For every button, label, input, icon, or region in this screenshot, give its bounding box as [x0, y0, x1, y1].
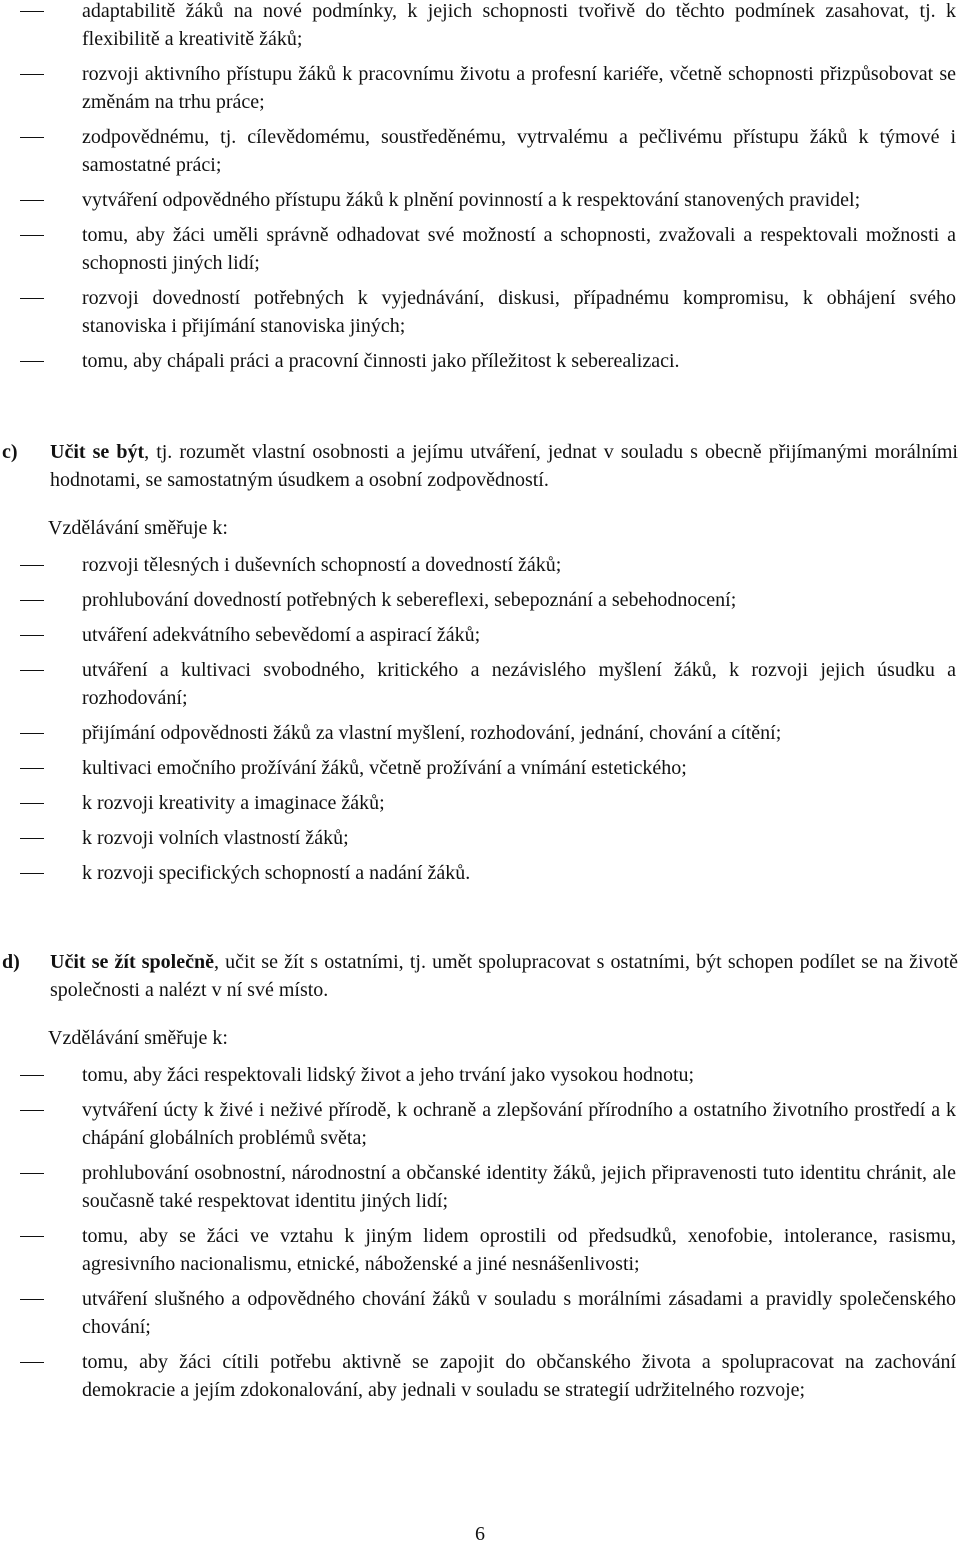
- bullet-list-section-d: [0, 1061, 958, 1411]
- list-item: prohlubování osobnostní, národnostní a občanské identity žáků, jejich připravenosti tuto identitu chránit, ale současně také respektovat identitu jiných lidí;: [0, 1159, 958, 1215]
- section-c-heading: [0, 438, 958, 494]
- section-description-text: , tj. rozumět vlastní osobnosti a jejímu utváření, jednat v souladu s obecně přijímanými morálními hodnotami, se samostatným úsudkem a osobní zodpovědností.: [50, 441, 958, 491]
- list-item: tomu, aby žáci uměli správně odhadovat své možností a schopnosti, zvažovali a respektovali možnosti a schopnosti jiných lidí;: [0, 221, 958, 277]
- list-item: rozvoji tělesných i duševních schopností a dovedností žáků;: [0, 551, 958, 579]
- list-item: tomu, aby chápali práci a pracovní činnosti jako příležitost k seberealizaci.: [0, 347, 958, 375]
- section-c-intro: Vzdělávání směřuje k:: [48, 517, 228, 539]
- section-d-intro: Vzdělávání směřuje k:: [48, 1027, 228, 1049]
- section-d-description: [50, 948, 958, 1004]
- list-item: k rozvoji volních vlastností žáků;: [0, 824, 958, 852]
- list-item: přijímání odpovědnosti žáků za vlastní myšlení, rozhodování, jednání, chování a cítění;: [0, 719, 958, 747]
- list-item: utváření slušného a odpovědného chování žáků v souladu s morálními zásadami a pravidly společenského chování;: [0, 1285, 958, 1341]
- list-item: vytváření odpovědného přístupu žáků k plnění povinností a k respektování stanovených pravidel;: [0, 186, 958, 214]
- list-item: tomu, aby žáci respektovali lidský život a jeho trvání jako vysokou hodnotu;: [0, 1061, 958, 1089]
- section-lead-title: Učit se žít společně: [50, 951, 214, 973]
- section-c-description: [50, 438, 958, 494]
- list-item: kultivaci emočního prožívání žáků, včetně prožívání a vnímání estetického;: [0, 754, 958, 782]
- section-lead-title: Učit se být: [50, 441, 145, 463]
- list-item: tomu, aby žáci cítili potřebu aktivně se zapojit do občanského života a spolupracovat na zachování demokracie a jejím zdokonalování, aby jednali v souladu se strategií udržitelného rozvoje;: [0, 1348, 958, 1404]
- list-item: zodpovědnému, tj. cílevědomému, soustředěnému, vytrvalému a pečlivému přístupu žáků k týmové i samostatné práci;: [0, 123, 958, 179]
- page-number: 6: [475, 1523, 485, 1545]
- section-marker: d): [2, 951, 20, 973]
- list-item: vytváření úcty k živé i neživé přírodě, k ochraně a zlepšování přírodního a ostatního životního prostředí a k chápání globálních problémů světa;: [0, 1096, 958, 1152]
- section-description-text: , učit se žít s ostatními, tj. umět spolupracovat s ostatními, být schopen podílet se na životě společnosti a nalézt v ní své místo.: [50, 951, 958, 1001]
- bullet-list-top: [0, 0, 958, 382]
- list-item: adaptabilitě žáků na nové podmínky, k jejich schopnosti tvořivě do těchto podmínek zasahovat, tj. k flexibilitě a kreativitě žáků;: [0, 0, 958, 53]
- list-item: rozvoji dovedností potřebných k vyjednávání, diskusi, případnému kompromisu, k obhájení svého stanoviska i přijímání stanoviska jiných;: [0, 284, 958, 340]
- section-d-heading: [0, 948, 958, 1004]
- list-item: utváření adekvátního sebevědomí a aspirací žáků;: [0, 621, 958, 649]
- bullet-list-section-c: [0, 551, 958, 894]
- section-marker: c): [2, 441, 18, 463]
- list-item: k rozvoji specifických schopností a nadání žáků.: [0, 859, 958, 887]
- list-item: rozvoji aktivního přístupu žáků k pracovnímu životu a profesní kariéře, včetně schopnosti přizpůsobovat se změnám na trhu práce;: [0, 60, 958, 116]
- list-item: tomu, aby se žáci ve vztahu k jiným lidem oprostili od předsudků, xenofobie, intolerance, rasismu, agresivního nacionalismu, etnické, náboženské a jiné nesnášenlivosti;: [0, 1222, 958, 1278]
- list-item: prohlubování dovedností potřebných k sebereflexi, sebepoznání a sebehodnocení;: [0, 586, 958, 614]
- list-item: utváření a kultivaci svobodného, kritického a nezávislého myšlení žáků, k rozvoji jejich úsudku a rozhodování;: [0, 656, 958, 712]
- list-item: k rozvoji kreativity a imaginace žáků;: [0, 789, 958, 817]
